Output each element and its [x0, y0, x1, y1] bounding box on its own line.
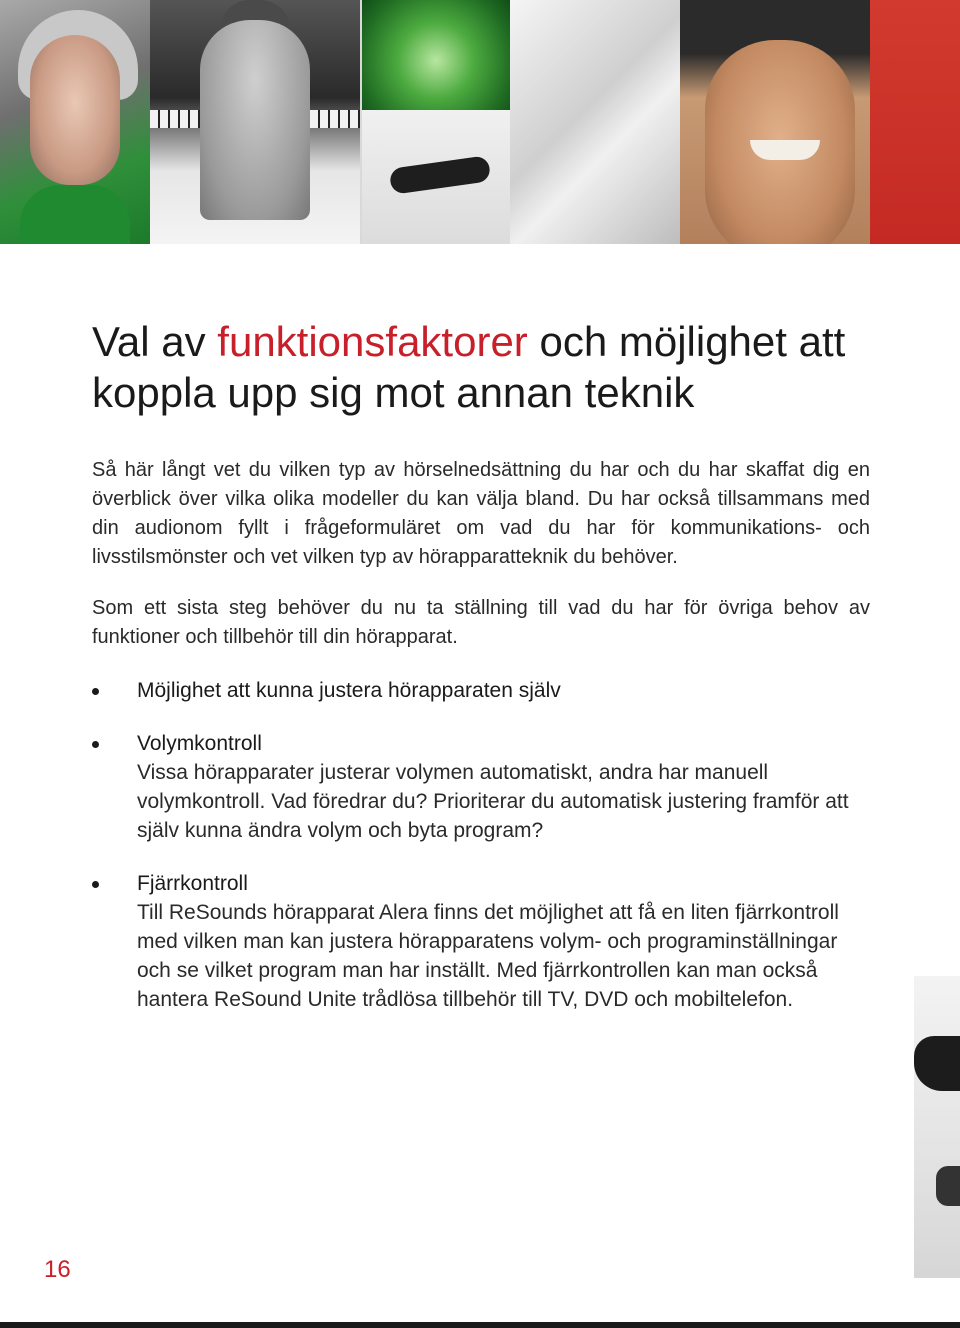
- photo-woman-face: [30, 35, 120, 185]
- list-item-title: Volymkontroll: [137, 732, 262, 755]
- second-paragraph: Som ett sista steg behöver du nu ta ställning till vad du har för övriga behov av funktioner och tillbehör till din hörapparat.: [92, 597, 870, 648]
- bullet-icon: [92, 881, 99, 888]
- list-item-title: Fjärrkontroll: [137, 872, 248, 895]
- title-part2: och möjlighet att koppla upp sig mot annan teknik: [92, 318, 846, 416]
- header-photo-strip: [0, 0, 960, 244]
- feature-list: [92, 676, 870, 1014]
- photo-paper-folds: [510, 0, 680, 244]
- photo-smiling-man: [680, 0, 870, 244]
- photo-girl-back: [200, 20, 310, 220]
- list-item-body: Till ReSounds hörapparat Alera finns det möjlighet att få en liten fjärrkontroll med vilken man kan justera hörapparatens volym- och programinställningar och se vilket program man har inställt. Med fjärrkontrollen kan man också hantera ReSound Unite trådlösa tillbehör till TV, DVD och mobiltelefon.: [137, 901, 839, 1011]
- photo-hearing-aid-device: [389, 155, 492, 195]
- photo-man-smile: [750, 140, 820, 160]
- list-item-title: Möjlighet att kunna justera hörapparaten själv: [137, 679, 561, 702]
- main-content: [92, 316, 870, 1014]
- photo-hearing-aid: [362, 110, 510, 244]
- photo-woman-portrait: [0, 0, 150, 244]
- photo-girl-at-piano: [150, 0, 360, 244]
- list-item: [92, 869, 870, 1014]
- bullet-icon: [92, 688, 99, 695]
- title-part1: Val av: [92, 318, 218, 365]
- photo-succulent-plant: [362, 0, 510, 110]
- title-accent: funktionsfaktorer: [217, 318, 528, 365]
- page-title: [92, 316, 870, 418]
- footer-rule: [0, 1322, 960, 1328]
- list-item-body: Vissa hörapparater justerar volymen automatiskt, andra har manuell volymkontroll. Vad föredrar du? Prioriterar du automatisk justering framför att själv kunna ändra volym och byta program?: [137, 761, 849, 842]
- list-item: [92, 729, 870, 845]
- side-photo-remote-control: [914, 976, 960, 1278]
- intro-paragraph: Så här långt vet du vilken typ av hörselnedsättning du har och du har skaffat dig en överblick över vilka olika modeller du kan välja bland. Du har också tillsammans med din audionom fyllt i frågeformuläret om vad du har för kommunikations- och livsstilsmönster och vet vilken typ av hörapparatteknik du behöver.: [92, 459, 870, 568]
- side-photo-dark-shape: [914, 1036, 960, 1091]
- bullet-icon: [92, 741, 99, 748]
- side-photo-dark-detail: [936, 1166, 960, 1206]
- photo-woman-green-collar: [20, 185, 130, 244]
- page-number: 16: [44, 1256, 71, 1283]
- list-item: [92, 676, 870, 705]
- photo-red-panel: [870, 0, 960, 244]
